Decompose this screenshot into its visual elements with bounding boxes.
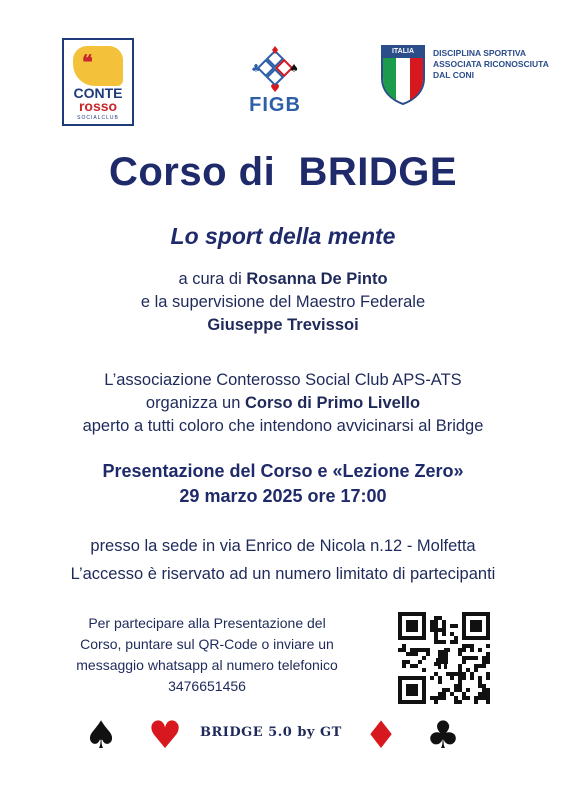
presentation-title: Presentazione del Corso e «Lezione Zero» [102, 461, 464, 481]
curator-prefix: a cura di [178, 270, 247, 288]
page-title: Corso di BRIDGE [108, 150, 458, 194]
contact-line-3: messaggio whatsapp al numero telefonico [76, 657, 338, 673]
qr-code-image [398, 612, 490, 704]
association-line-2 [0, 394, 566, 413]
logo-text-rosso: rosso [78, 98, 118, 114]
figb-logo-text: FIGB [249, 94, 301, 116]
supervision-line: e la supervisione del Maestro Federale [140, 293, 426, 311]
course-level: Corso di Primo Livello [244, 394, 421, 412]
qr-code[interactable] [398, 612, 490, 704]
diamond-icon: ♦ [364, 713, 399, 757]
quote-icon: ❝ [82, 50, 93, 74]
coni-line-1: DISCIPLINA SPORTIVA [433, 48, 527, 58]
figb-logo [232, 42, 318, 116]
presentation-datetime: 29 marzo 2025 ore 17:00 [179, 486, 387, 506]
location-text: presso la sede in via Enrico de Nicola n.12 - Molfetta [90, 537, 476, 555]
svg-text:♠: ♠ [289, 62, 299, 75]
page-subtitle: Lo sport della mente [170, 223, 396, 249]
svg-text:♣: ♣ [251, 62, 261, 75]
coni-badge-text: ITALIA [391, 48, 415, 55]
figb-suits-icon [232, 42, 318, 98]
curator-line [0, 270, 566, 289]
association-line-3: aperto a tutti coloro che intendono avvicinarsi al Bridge [82, 417, 484, 435]
access-text: L’accesso è riservato ad un numero limitato di partecipanti [70, 565, 496, 583]
svg-text:♥: ♥ [270, 82, 280, 95]
logo-text-conte: CONTE [73, 85, 123, 101]
association-line-2-prefix: organizza un [145, 394, 245, 412]
curator-name: Rosanna De Pinto [246, 270, 388, 288]
contact-line-2: Corso, puntare sul QR-Code o inviare un [80, 636, 334, 652]
maestro-name: Giuseppe Trevissoi [207, 316, 359, 334]
conterosso-logo [62, 38, 134, 126]
coni-recognition-text [433, 48, 549, 81]
coni-line-3: DAL CONI [433, 70, 474, 80]
association-line-1: L’associazione Conterosso Social Club APS-ATS [104, 371, 462, 389]
contact-info [62, 613, 352, 697]
map-shape-icon [73, 46, 123, 86]
spade-icon: ♠ [84, 713, 119, 757]
coni-line-2: ASSOCIATA RICONOSCIUTA [433, 59, 549, 69]
heart-icon: ♥ [148, 713, 183, 757]
contact-line-1: Per partecipare alla Presentazione del [88, 615, 326, 631]
svg-text:♦: ♦ [270, 44, 280, 57]
club-icon: ♣ [426, 713, 461, 757]
coni-shield-logo [380, 44, 426, 106]
phone-number: 3476651456 [168, 678, 246, 694]
footer-signature: BRIDGE 5.0 by GT [200, 725, 342, 740]
logo-text-socialclub: SOCIALCLUB [77, 115, 119, 121]
